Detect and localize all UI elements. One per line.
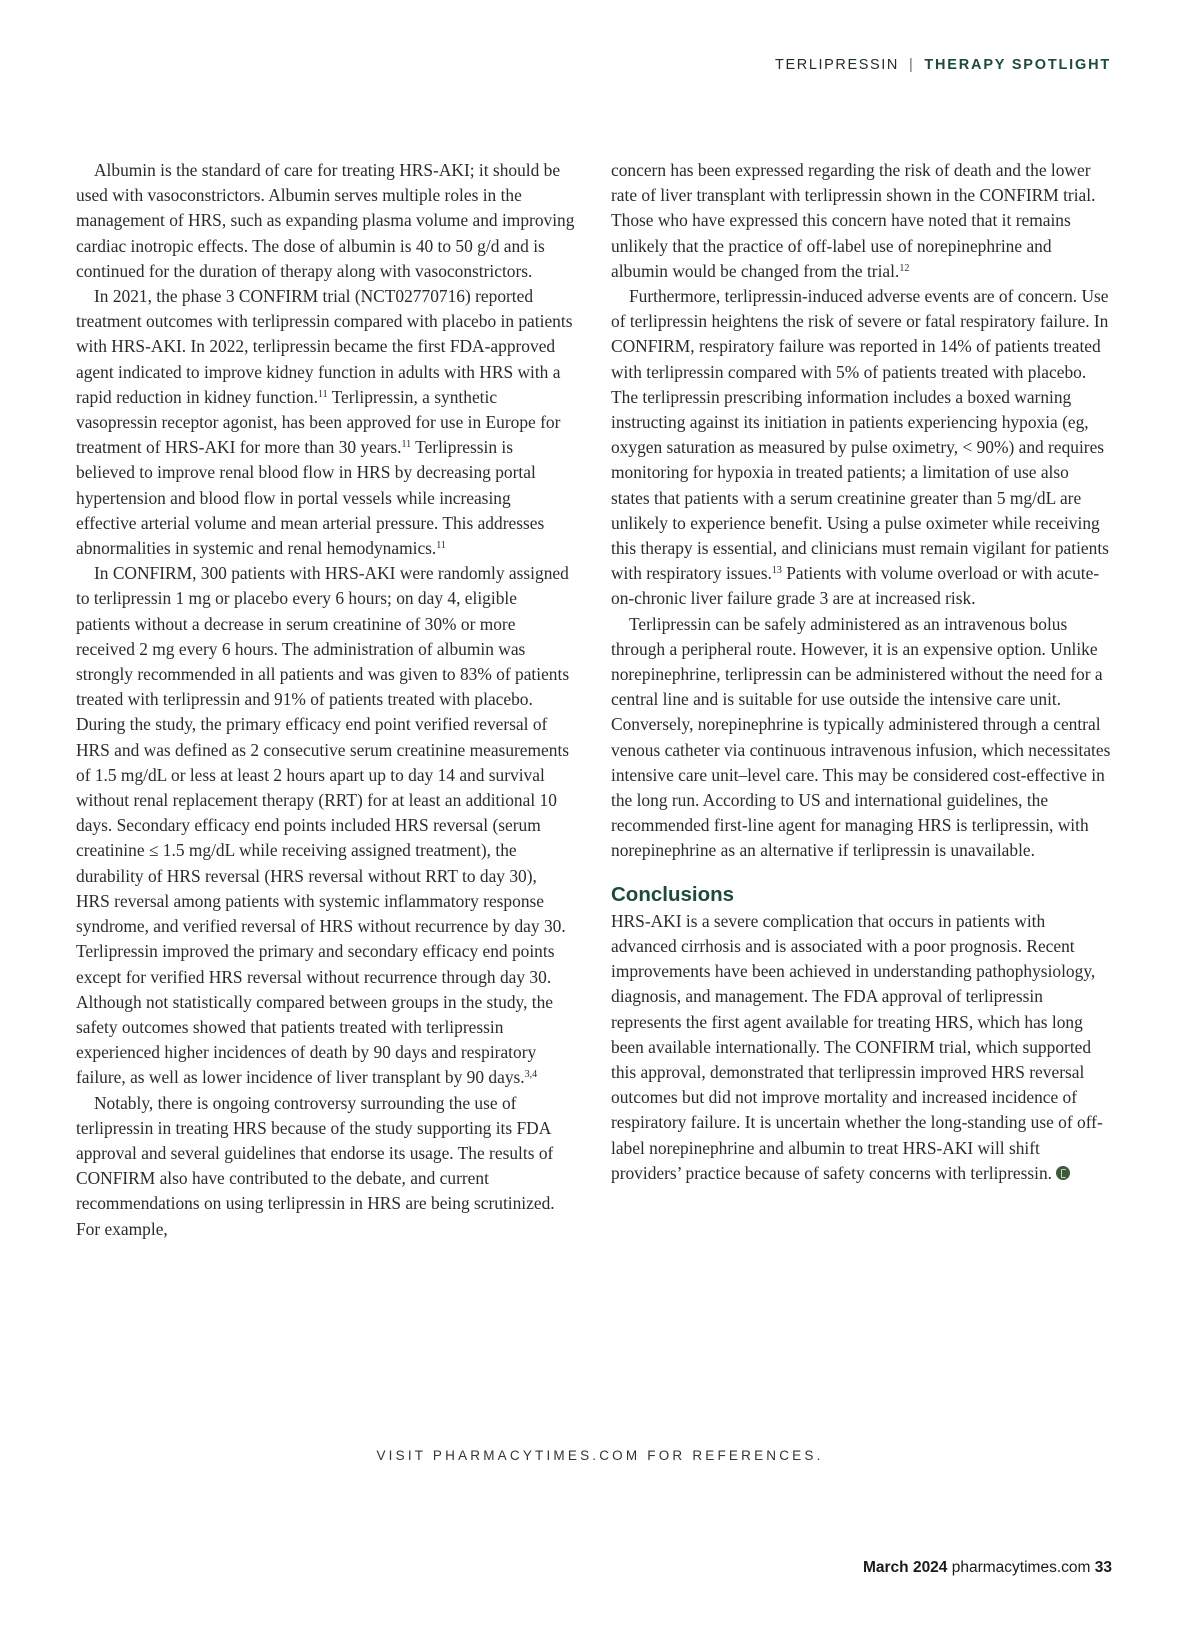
right-column (611, 158, 1111, 1186)
reference-superscript: 11 (401, 439, 412, 451)
footer-site: pharmacytimes.com (951, 1559, 1091, 1576)
paragraph-conclusions (611, 909, 1111, 1186)
paragraph-text: In CONFIRM, 300 patients with HRS-AKI were randomly assigned to terlipressin 1 mg or placebo every 6 hours; on day 4, eligible patients without a decrease in serum creatinine of 30% or more received 2 mg every 6 hours. The administration of albumin was strongly recommended in all patients and was given to 83% of patients treated with terlipressin and 91% of patients treated with placebo. During the study, the primary efficacy end point verified reversal of HRS and was defined as 2 consecutive serum creatinine measurements of 1.5 mg/dL or less at least 2 hours apart up to day 14 and survival without renal replacement therapy (RRT) for at least an additional 10 days. Secondary efficacy end points included HRS reversal (serum creatinine ≤ 1.5 mg/dL while receiving assigned treatment), the durability of HRS reversal (HRS reversal without RRT to day 30), HRS reversal among patients with systemic inflammatory response syndrome, and verified reversal of HRS without recurrence by day 30. Terlipressin improved the primary and secondary efficacy end points except for verified HRS reversal without recurrence through day 30. Although not statistically compared between groups in the study, the safety outcomes showed that patients treated with terlipressin experienced higher incidences of death by 90 days and respiratory failure, as well as lower incidence of liver transplant by 90 days. (76, 563, 570, 1088)
footer-date: March 2024 (862, 1559, 948, 1576)
paragraph-administration: Terlipressin can be safely administered as an intravenous bolus through a peripheral route. However, it is an expensive option. Unlike norepinephrine, terlipressin can be administered without the need for a central line and is suitable for use outside the intensive care unit. Conversely, norepinephrine is typically administered through a central venous catheter via continuous intravenous infusion, which necessitates intensive care unit–level care. This may be considered cost-effective in the long run. According to US and international guidelines, the recommended first-line agent for managing HRS is terlipressin, with norepinephrine as an alternative if terlipressin is unavailable. (611, 613, 1111, 861)
pharmacy-times-logo-icon (1056, 1166, 1070, 1180)
paragraph-text: concern has been expressed regarding the risk of death and the lower rate of liver transplant with terlipressin shown in the CONFIRM trial. Those who have expressed this concern have noted that it remains unlikely that the practice of off-label use of norepinephrine and albumin would be changed from the trial. (611, 160, 1096, 281)
reference-superscript: 3,4 (524, 1069, 538, 1081)
running-head-section: THERAPY SPOTLIGHT (924, 57, 1111, 73)
paragraph-text: In 2021, the phase 3 CONFIRM trial (NCT02770716) reported treatment outcomes with terlipressin compared with placebo in patients with HRS-AKI. In 2022, terlipressin became the first FDA-approved agent indicated to improve kidney function in adults with HRS with a rapid reduction in kidney function. (76, 286, 573, 407)
paragraph-text: Terlipressin, a synthetic vasopressin receptor agonist, has been approved for use in Europe for treatment of HRS-AKI for more than 30 years. (76, 386, 561, 458)
reference-superscript: 13 (771, 565, 782, 577)
running-head (775, 57, 1111, 73)
paragraph-controversy: Notably, there is ongoing controversy surrounding the use of terlipressin in treating HRS because of the study supporting its FDA approval and several guidelines that endorse its usage. The results of CONFIRM also have contributed to the debate, and current recommendations on using terlipressin in HRS are being scrutinized. For example, (76, 1092, 555, 1239)
paragraph-adverse-events (611, 284, 1111, 612)
paragraph-albumin: Albumin is the standard of care for treating HRS-AKI; it should be used with vasoconstrictors. Albumin serves multiple roles in the management of HRS, such as expanding plasma volume and improving cardiac inotropic effects. The dose of albumin is 40 to 50 g/d and is continued for the duration of therapy along with vasoconstrictors. (76, 160, 575, 281)
conclusions-heading: Conclusions (611, 882, 735, 906)
page-footer (863, 1559, 1112, 1577)
paragraph-text: Terlipressin is believed to improve renal blood flow in HRS by decreasing portal hypertension and blood flow in portal vessels while increasing effective arterial volume and mean arterial pressure. This addresses abnormalities in systemic and renal hemodynamics. (76, 437, 545, 559)
paragraph-confirm-design (76, 561, 575, 1090)
references-note: VISIT PHARMACYTIMES.COM FOR REFERENCES. (376, 1448, 824, 1463)
reference-superscript: 11 (317, 388, 328, 400)
page-number: 33 (1094, 1559, 1112, 1576)
paragraph-text: Furthermore, terlipressin-induced adverse events are of concern. Use of terlipressin heightens the risk of severe or fatal respiratory failure. In CONFIRM, respiratory failure was reported in 14% of patients treated with terlipressin compared with 5% of patients treated with placebo. The terlipressin prescribing information includes a boxed warning instructing against its initiation in patients experiencing hypoxia (eg, oxygen saturation as measured by pulse oximetry, < 90%) and requires monitoring for hypoxia in treated patients; a limitation of use also states that patients with a serum creatinine greater than 5 mg/dL are unlikely to experience benefit. Using a pulse oximeter while receiving this therapy is essential, and clinicians must remain vigilant for patients with respiratory issues. (611, 286, 1109, 584)
running-head-topic: TERLIPRESSIN (775, 57, 899, 73)
paragraph-text: Patients with volume overload or with acute-on-chronic liver failure grade 3 are at increased risk. (611, 563, 1100, 609)
reference-superscript: 12 (899, 262, 910, 274)
paragraph-concern (611, 158, 1111, 284)
running-head-separator: | (909, 57, 915, 73)
left-column (76, 158, 575, 1242)
paragraph-text: HRS-AKI is a severe complication that occurs in patients with advanced cirrhosis and is associated with a poor prognosis. Recent improvements have been achieved in understanding pathophysiology, diagnosis, and management. The FDA approval of terlipressin represents the first agent available for treating HRS, which has long been available internationally. The CONFIRM trial, which supported this approval, demonstrated that terlipressin improved HRS reversal outcomes but did not improve mortality and increased incidence of respiratory failure. It is uncertain whether the long-standing use of off-label norepinephrine and albumin to treat HRS-AKI will shift providers’ practice because of safety concerns with terlipressin. (611, 910, 1103, 1183)
reference-superscript: 11 (436, 540, 446, 552)
paragraph-confirm-trial (76, 284, 575, 561)
